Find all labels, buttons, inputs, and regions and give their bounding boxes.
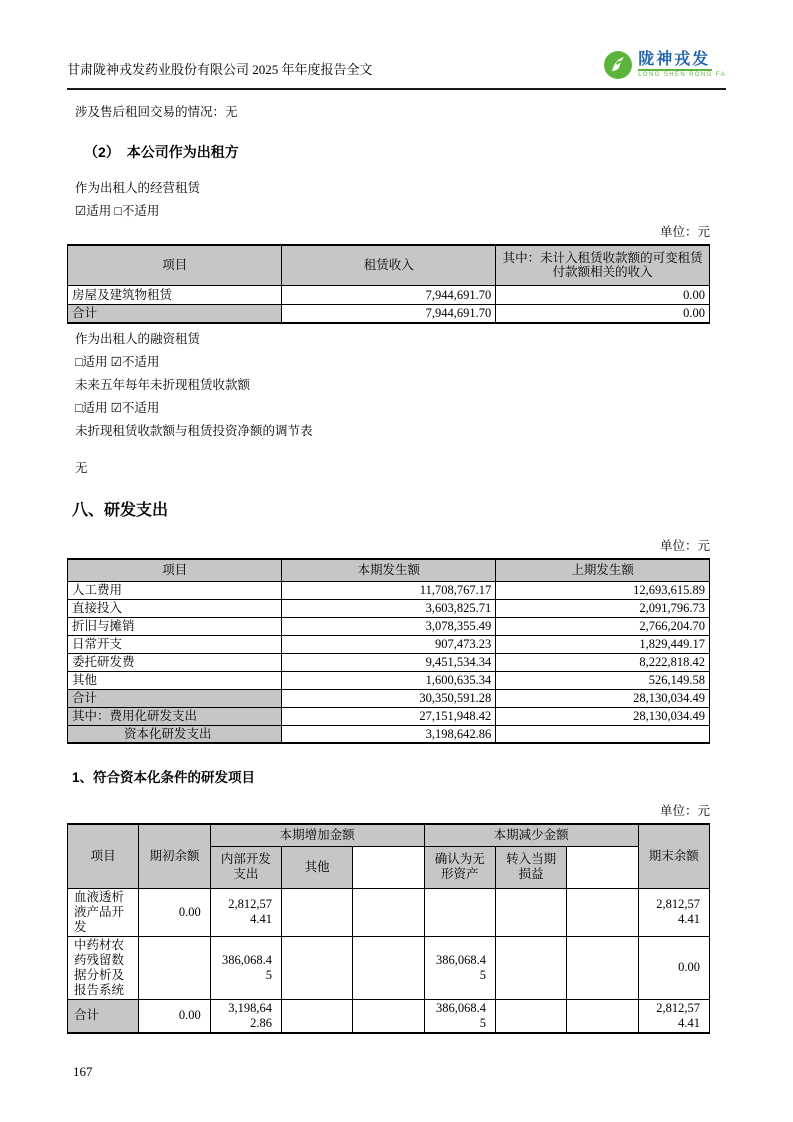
header-cell: 本期发生额 <box>282 559 496 581</box>
value-cell <box>495 888 566 936</box>
table-header-row <box>68 245 710 285</box>
header-cell: 确认为无形资产 <box>424 846 495 888</box>
value-cell <box>567 888 638 936</box>
value-cell: 386,068.45 <box>424 936 495 999</box>
item-cell: 日常开支 <box>68 635 282 653</box>
table-row <box>68 285 710 304</box>
table-row <box>68 671 710 689</box>
value-cell <box>495 936 566 999</box>
sale-leaseback-note: 涉及售后租回交易的情况：无 <box>75 105 238 119</box>
table-row <box>68 888 710 936</box>
lessor-heading: （2） 本公司作为出租方 <box>84 144 239 160</box>
value-cell: 2,812,574.41 <box>210 888 281 936</box>
header-cell: 期初余额 <box>139 824 210 888</box>
value-cell: 386,068.45 <box>424 999 495 1033</box>
finance-lease-applicable-checkboxes: □适用 ☑不适用 <box>75 355 160 369</box>
logo-underline <box>638 69 712 71</box>
table-row <box>68 599 710 617</box>
operating-lease-label: 作为出租人的经营租赁 <box>75 181 201 195</box>
table-row <box>68 936 710 999</box>
value-cell <box>282 936 353 999</box>
table-total-row <box>68 304 710 323</box>
value-cell <box>139 936 210 999</box>
value-cell: 2,812,574.41 <box>638 888 709 936</box>
item-cell: 人工费用 <box>68 581 282 599</box>
value-cell: 0.00 <box>139 888 210 936</box>
value-cell: 3,603,825.71 <box>282 599 496 617</box>
item-cell: 房屋及建筑物租赁 <box>68 285 282 304</box>
value-cell: 526,149.58 <box>496 671 710 689</box>
header-cell: 项目 <box>68 245 282 285</box>
value-cell: 1,600,635.34 <box>282 671 496 689</box>
value-cell: 7,944,691.70 <box>282 304 496 323</box>
header-cell: 租赁收入 <box>282 245 496 285</box>
value-cell: 11,708,767.17 <box>282 581 496 599</box>
capitalized-rd-table <box>67 823 710 1034</box>
document-header <box>0 0 793 80</box>
value-cell: 9,451,534.34 <box>282 653 496 671</box>
operating-lease-applicable-checkboxes: ☑适用 □不适用 <box>75 204 160 218</box>
header-cell-empty <box>353 846 424 888</box>
item-cell: 其他 <box>68 671 282 689</box>
table-header-row <box>68 824 710 846</box>
header-cell: 本期增加金额 <box>210 824 424 846</box>
value-cell <box>282 999 353 1033</box>
unit-label: 单位：元 <box>659 804 710 818</box>
value-cell: 2,812,574.41 <box>638 999 709 1033</box>
rd-section-heading: 八、研发支出 <box>72 502 169 519</box>
value-cell: 12,693,615.89 <box>496 581 710 599</box>
value-cell: 386,068.45 <box>210 936 281 999</box>
header-cell: 项目 <box>68 559 282 581</box>
company-logo <box>603 50 726 80</box>
value-cell: 28,130,034.49 <box>496 689 710 707</box>
item-cell: 血液透析液产品开发 <box>68 888 139 936</box>
value-cell: 0.00 <box>638 936 709 999</box>
value-cell <box>353 999 424 1033</box>
value-cell: 2,091,796.73 <box>496 599 710 617</box>
logo-text <box>638 51 726 79</box>
header-cell: 期末余额 <box>638 824 709 888</box>
finance-lease-label: 作为出租人的融资租赁 <box>75 332 201 346</box>
table-row <box>68 635 710 653</box>
unit-label: 单位：元 <box>659 539 710 553</box>
document-title: 甘肃陇神戎发药业股份有限公司 2025 年年度报告全文 <box>67 62 373 77</box>
logo-bird-icon <box>603 50 633 80</box>
table-total-row <box>68 689 710 707</box>
header-cell: 内部开发支出 <box>210 846 281 888</box>
rd-expenditure-table <box>67 558 710 744</box>
table-row <box>68 617 710 635</box>
table-header-row <box>68 559 710 581</box>
future-lease-label: 未来五年每年未折现租赁收款额 <box>75 378 251 392</box>
header-cell: 本期减少金额 <box>424 824 638 846</box>
header-cell: 上期发生额 <box>496 559 710 581</box>
item-cell: 委托研发费 <box>68 653 282 671</box>
table-row <box>68 725 710 743</box>
header-cell: 转入当期损益 <box>495 846 566 888</box>
capitalized-rd-heading: 1、符合资本化条件的研发项目 <box>72 770 256 785</box>
table-row <box>68 707 710 725</box>
value-cell <box>424 888 495 936</box>
item-cell: 合计 <box>68 999 139 1033</box>
value-cell: 0.00 <box>496 285 710 304</box>
logo-cn-name: 陇神戎发 <box>638 51 711 68</box>
value-cell <box>567 999 638 1033</box>
header-cell: 其他 <box>282 846 353 888</box>
item-cell: 合计 <box>68 689 282 707</box>
value-cell: 8,222,818.42 <box>496 653 710 671</box>
future-lease-applicable-checkboxes: □适用 ☑不适用 <box>75 401 160 415</box>
value-cell <box>282 888 353 936</box>
value-cell: 3,198,642.86 <box>210 999 281 1033</box>
value-cell: 3,078,355.49 <box>282 617 496 635</box>
table-total-row <box>68 999 710 1033</box>
value-cell: 907,473.23 <box>282 635 496 653</box>
table-row <box>68 653 710 671</box>
value-cell <box>567 936 638 999</box>
value-cell: 0.00 <box>496 304 710 323</box>
value-cell <box>496 725 710 743</box>
unit-label: 单位：元 <box>659 225 710 239</box>
reconciliation-label: 未折现租赁收款额与租赁投资净额的调节表 <box>75 424 313 438</box>
value-cell <box>353 888 424 936</box>
value-cell: 3,198,642.86 <box>282 725 496 743</box>
value-cell: 30,350,591.28 <box>282 689 496 707</box>
item-cell: 折旧与摊销 <box>68 617 282 635</box>
value-cell: 2,766,204.70 <box>496 617 710 635</box>
item-cell: 其中：费用化研发支出 <box>68 707 282 725</box>
table-row <box>68 581 710 599</box>
value-cell: 28,130,034.49 <box>496 707 710 725</box>
value-cell <box>495 999 566 1033</box>
page-number: 167 <box>73 1063 93 1079</box>
value-cell: 27,151,948.42 <box>282 707 496 725</box>
item-cell: 合计 <box>68 304 282 323</box>
item-cell: 中药材农药残留数据分析及报告系统 <box>68 936 139 999</box>
item-cell: 资本化研发支出 <box>68 725 282 743</box>
header-rule <box>67 88 726 90</box>
value-cell: 7,944,691.70 <box>282 285 496 304</box>
value-cell <box>353 936 424 999</box>
item-cell: 直接投入 <box>68 599 282 617</box>
header-cell-empty <box>567 846 638 888</box>
header-cell: 其中：未计入租赁收款额的可变租赁付款额相关的收入 <box>496 245 710 285</box>
value-cell: 0.00 <box>139 999 210 1033</box>
header-cell: 项目 <box>68 824 139 888</box>
logo-en-name: LONG SHEN RONG FA <box>638 72 726 78</box>
value-cell: 1,829,449.17 <box>496 635 710 653</box>
lease-income-table <box>67 244 710 324</box>
reconciliation-value: 无 <box>75 461 88 475</box>
